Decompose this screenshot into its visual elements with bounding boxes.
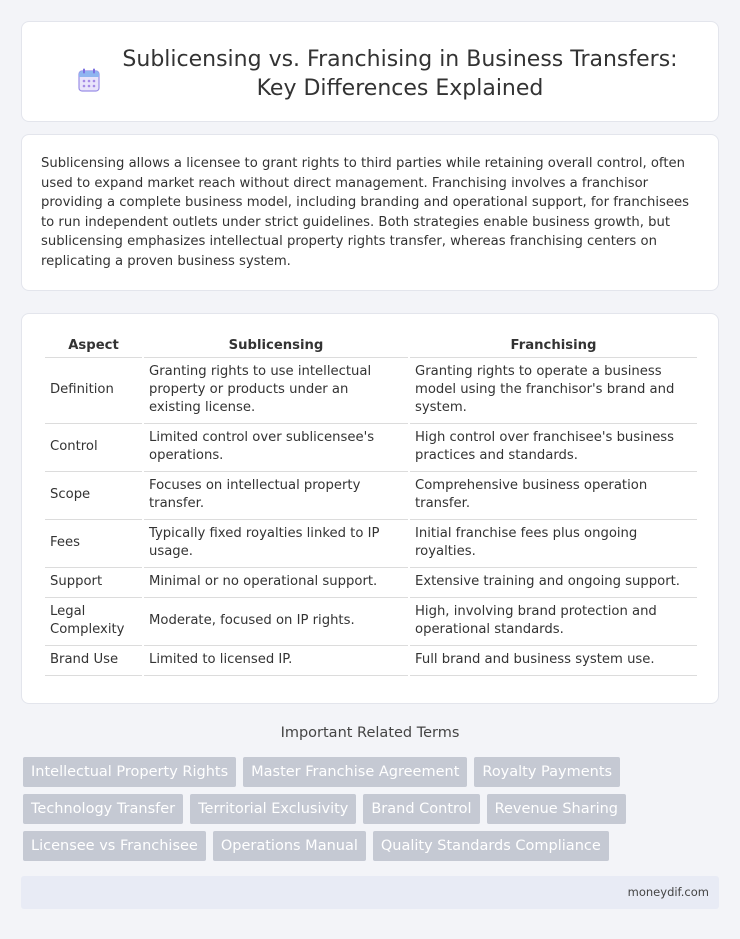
title-card (21, 21, 719, 122)
page-title: Sublicensing vs. Franchising in Business Transfers: Key Differences Explained (122, 47, 678, 101)
footer-bar (21, 876, 719, 909)
related-term-tag[interactable]: Master Franchise Agreement (243, 757, 467, 787)
sublicensing-cell: Limited to licensed IP. (144, 646, 408, 676)
tag-row (23, 757, 723, 787)
sublicensing-cell: Limited control over sublicensee's operations. (144, 424, 408, 472)
aspect-cell: Brand Use (45, 646, 142, 676)
table-row (45, 598, 697, 646)
sublicensing-cell: Moderate, focused on IP rights. (144, 598, 408, 646)
related-term-tag[interactable]: Intellectual Property Rights (23, 757, 236, 787)
table-header-row (45, 334, 697, 358)
related-term-tag[interactable]: Operations Manual (213, 831, 366, 861)
aspect-cell: Support (45, 568, 142, 598)
related-term-tag[interactable]: Royalty Payments (474, 757, 620, 787)
related-term-tag[interactable]: Licensee vs Franchisee (23, 831, 206, 861)
aspect-cell: Definition (45, 358, 142, 424)
aspect-cell: Legal Complexity (45, 598, 142, 646)
comparison-card (21, 313, 719, 704)
aspect-cell: Scope (45, 472, 142, 520)
related-term-tag[interactable]: Quality Standards Compliance (373, 831, 609, 861)
franchising-cell: Comprehensive business operation transfer. (410, 472, 697, 520)
aspect-cell: Fees (45, 520, 142, 568)
calendar-icon (78, 68, 100, 92)
comparison-table (43, 334, 699, 676)
tag-row (23, 794, 723, 824)
franchising-cell: High, involving brand protection and operational standards. (410, 598, 697, 646)
column-header-franchising: Franchising (410, 334, 697, 358)
site-name[interactable]: moneydif.com (627, 885, 709, 899)
sublicensing-cell: Focuses on intellectual property transfer. (144, 472, 408, 520)
table-row (45, 424, 697, 472)
table-row (45, 568, 697, 598)
aspect-cell: Control (45, 424, 142, 472)
table-row (45, 472, 697, 520)
franchising-cell: Initial franchise fees plus ongoing royalties. (410, 520, 697, 568)
related-terms-heading: Important Related Terms (280, 725, 460, 741)
column-header-sublicensing: Sublicensing (144, 334, 408, 358)
franchising-cell: High control over franchisee's business practices and standards. (410, 424, 697, 472)
related-term-tag[interactable]: Territorial Exclusivity (190, 794, 356, 824)
related-term-tag[interactable]: Technology Transfer (23, 794, 183, 824)
table-row (45, 358, 697, 424)
intro-paragraph: Sublicensing allows a licensee to grant rights to third parties while retaining overall control, often used to expand market reach without direct management. Franchising involves a franchisor providing a complete business model, including branding and operational support, for franchisees to run independent outlets under strict guidelines. Both strategies enable business growth, but sublicensing emphasizes intellectual property rights transfer, whereas franchising centers on replicating a proven business system. (41, 156, 689, 269)
sublicensing-cell: Typically fixed royalties linked to IP usage. (144, 520, 408, 568)
sublicensing-cell: Granting rights to use intellectual property or products under an existing license. (144, 358, 408, 424)
intro-card (21, 134, 719, 291)
table-row (45, 646, 697, 676)
sublicensing-cell: Minimal or no operational support. (144, 568, 408, 598)
related-term-tag[interactable]: Brand Control (363, 794, 479, 824)
franchising-cell: Full brand and business system use. (410, 646, 697, 676)
table-row (45, 520, 697, 568)
column-header-aspect: Aspect (45, 334, 142, 358)
franchising-cell: Extensive training and ongoing support. (410, 568, 697, 598)
tag-row (23, 831, 723, 861)
franchising-cell: Granting rights to operate a business model using the franchisor's brand and system. (410, 358, 697, 424)
related-term-tag[interactable]: Revenue Sharing (487, 794, 626, 824)
related-terms-list (23, 757, 723, 868)
